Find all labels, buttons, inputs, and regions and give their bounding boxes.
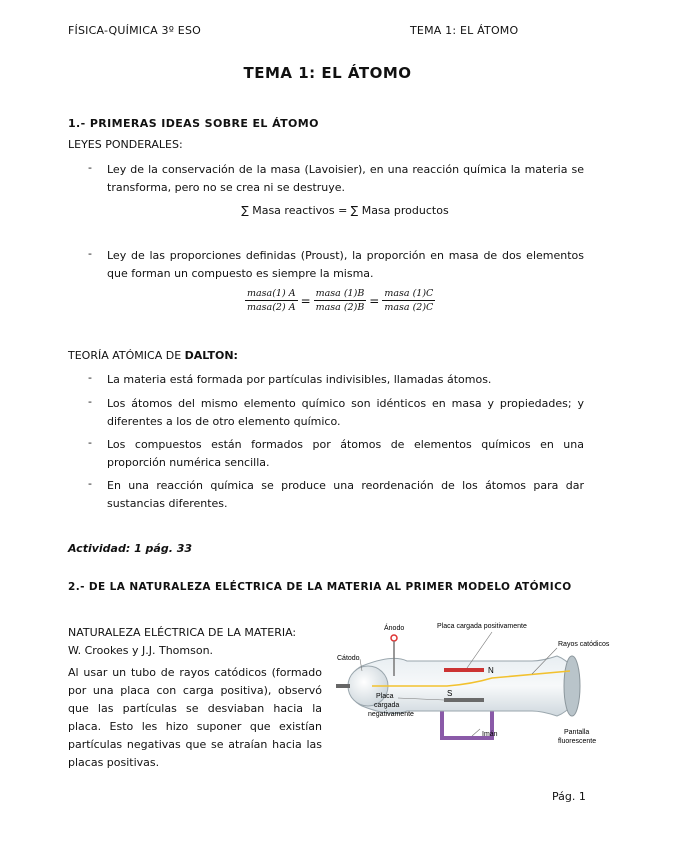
fraction-a (245, 288, 298, 313)
dalton-heading-name: DALTON: (184, 349, 238, 362)
label-anodo: Ánodo (384, 625, 405, 632)
header-right: TEMA 1: EL ÁTOMO (410, 24, 519, 37)
label-rayos: Rayos catódicos (558, 641, 610, 648)
bullet-dash: - (88, 436, 92, 449)
bullet-dash: - (88, 395, 92, 408)
label-pantalla-2: fluorescente (558, 738, 597, 745)
fraction-a-num: masa(1) A (247, 288, 296, 299)
fraction-c (382, 288, 435, 313)
fraction-b-den: masa (2)B (315, 302, 365, 313)
section2-subheading: NATURALEZA ELÉCTRICA DE LA MATERIA: (68, 626, 297, 639)
label-placa-neg-1: Placa (376, 693, 394, 700)
label-pantalla-1: Pantalla (564, 729, 590, 736)
equals-sign: = (369, 293, 380, 308)
cathode-electrode (336, 684, 350, 688)
activity-note: Actividad: 1 pág. 33 (68, 542, 193, 555)
label-s: S (447, 689, 453, 698)
fraction-b-num: masa (1)B (315, 288, 365, 299)
label-n: N (488, 666, 494, 675)
bullet-dash: - (88, 477, 92, 490)
cathode-ray-tube-figure (332, 616, 610, 756)
dalton-point-2: Los átomos del mismo elemento químico son idénticos en masa y propiedades; y diferentes a los de otro elemento químico. (107, 397, 584, 428)
leyes-ponderales-heading: LEYES PONDERALES: (68, 138, 183, 151)
bullet-dash: - (88, 247, 92, 260)
law-lavoisier: Ley de la conservación de la masa (Lavoisier), en una reacción química la materia se transforma, pero no se crea ni se destruye. (107, 163, 584, 194)
section2-paragraph: Al usar un tubo de rayos catódicos (formado por una placa con carga positiva), observó que las partículas se desviaban hacia la placa. Esto les hizo suponer que existían partículas negativas que se atraían hacia las placas positivas. (68, 666, 322, 769)
dalton-heading (68, 347, 238, 365)
label-placa-neg-2: cargada (374, 702, 400, 709)
fraction-c-num: masa (1)C (384, 288, 434, 299)
section1-heading: 1.- PRIMERAS IDEAS SOBRE EL ÁTOMO (68, 117, 319, 130)
positive-plate (444, 668, 484, 672)
label-placa-neg-3: negativamente (368, 711, 414, 718)
dalton-point-1: La materia está formada por partículas indivisibles, llamadas átomos. (107, 373, 492, 386)
label-iman: Imán (482, 731, 498, 738)
proust-formula (245, 288, 435, 313)
section2-authors: W. Crookes y J.J. Thomson. (68, 644, 214, 657)
law-proust: Ley de las proporciones definidas (Proust), la proporción en masa de dos elementos que forman un compuesto es siempre la misma. (107, 249, 584, 280)
law-lavoisier-formula: ∑ Masa reactivos = ∑ Masa productos (241, 204, 449, 217)
label-catodo: Cátodo (337, 655, 360, 662)
fraction-a-den: masa(2) A (247, 302, 296, 313)
fraction-c-den: masa (2)C (384, 302, 434, 313)
equals-sign: = (300, 293, 311, 308)
header-left: FÍSICA-QUÍMICA 3º ESO (68, 24, 201, 37)
label-placa-positiva: Placa cargada positivamente (437, 623, 527, 630)
anode-terminal (391, 635, 397, 641)
dalton-point-4: En una reacción química se produce una reordenación de los átomos para dar sustancias diferentes. (107, 479, 584, 510)
bullet-dash: - (88, 161, 92, 174)
fraction-b (314, 288, 367, 313)
page-title: TEMA 1: EL ÁTOMO (243, 64, 412, 82)
fluorescent-screen (564, 656, 580, 716)
bullet-dash: - (88, 371, 92, 384)
negative-plate (444, 698, 484, 702)
page-number: Pág. 1 (552, 790, 586, 803)
dalton-point-3: Los compuestos están formados por átomos de elementos químicos en una proporción numérica sencilla. (107, 438, 584, 469)
dalton-heading-prefix: TEORÍA ATÓMICA DE (68, 349, 185, 362)
section2-heading: 2.- DE LA NATURALEZA ELÉCTRICA DE LA MATERIA AL PRIMER MODELO ATÓMICO (68, 581, 572, 593)
